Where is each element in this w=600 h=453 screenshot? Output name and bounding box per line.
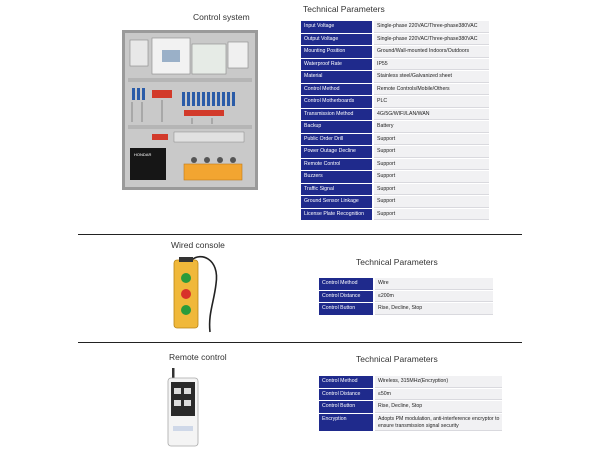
spec-value: Wireless, 315MHz(Encryption): [375, 376, 502, 388]
section-divider: [78, 342, 522, 343]
spec-row: [319, 389, 502, 401]
spec-value: Support: [374, 159, 489, 171]
spec-label: Control Distance: [319, 291, 375, 303]
spec-value: IP55: [374, 59, 489, 71]
spec-row: [319, 376, 502, 388]
spec-value: Support: [374, 184, 489, 196]
spec-value: PLC: [374, 96, 489, 108]
spec-row: [319, 414, 502, 431]
spec-label: Control Method: [319, 376, 375, 388]
spec-row: [301, 34, 489, 46]
remote-control-photo: [164, 366, 202, 448]
spec-value: 4G/5G/WIFI/LAN/WAN: [374, 109, 489, 121]
spec-row: [301, 146, 489, 158]
spec-label: Control Motherboards: [301, 96, 374, 108]
spec-row: [319, 303, 493, 315]
control-cabinet-photo: [122, 30, 258, 190]
spec-label: Control Button: [319, 303, 375, 315]
spec-value: Rise, Decline, Stop: [375, 401, 502, 413]
spec-value: Support: [374, 134, 489, 146]
spec-row: [301, 184, 489, 196]
spec-label: Control Distance: [319, 389, 375, 401]
spec-label: Traffic Signal: [301, 184, 374, 196]
spec-row: [301, 171, 489, 183]
spec-row: [319, 291, 493, 303]
spec-value: Ground/Wall-mounted Indoors/Outdoors: [374, 46, 489, 58]
spec-label: Backup: [301, 121, 374, 133]
spec-row: [301, 71, 489, 83]
spec-label: Mounting Position: [301, 46, 374, 58]
spec-value: Support: [374, 171, 489, 183]
spec-row: [301, 84, 489, 96]
wired-console-tp-title: Technical Parameters: [356, 257, 438, 267]
spec-value: Battery: [374, 121, 489, 133]
spec-value: Support: [374, 146, 489, 158]
spec-label: Output Voltage: [301, 34, 374, 46]
spec-label: Public Order Drill: [301, 134, 374, 146]
spec-row: [301, 109, 489, 121]
control-system-tp-title: Technical Parameters: [303, 4, 385, 14]
spec-value: Single-phase 220VAC/Three-phase380VAC: [374, 21, 489, 33]
spec-label: Control Method: [301, 84, 374, 96]
spec-label: Transmission Method: [301, 109, 374, 121]
spec-label: Power Outage Decline: [301, 146, 374, 158]
battery-brand-text: HONDAR: [134, 152, 152, 157]
spec-row: [319, 401, 502, 413]
spec-value: Rise, Decline, Stop: [375, 303, 493, 315]
spec-value: Single-phase 220VAC/Three-phase380VAC: [374, 34, 489, 46]
spec-row: [301, 59, 489, 71]
remote-control-title: Remote control: [169, 352, 227, 362]
spec-label: Waterproof Rate: [301, 59, 374, 71]
spec-value: Support: [374, 196, 489, 208]
spec-row: [301, 209, 489, 221]
section-divider: [78, 234, 522, 235]
spec-value: Remote Controls/Mobile/Others: [374, 84, 489, 96]
spec-label: Control Button: [319, 401, 375, 413]
spec-row: [301, 196, 489, 208]
spec-label: License Plate Recognition: [301, 209, 374, 221]
control-system-spec-table: [301, 20, 489, 221]
spec-label: Control Method: [319, 278, 375, 290]
spec-label: Ground Sensor Linkage: [301, 196, 374, 208]
spec-row: [301, 159, 489, 171]
spec-value: ≤200m: [375, 291, 493, 303]
spec-label: Remote Control: [301, 159, 374, 171]
spec-row: [301, 134, 489, 146]
spec-value: ≤50m: [375, 389, 502, 401]
wired-console-title: Wired console: [171, 240, 225, 250]
wired-console-photo: [170, 254, 226, 334]
spec-row: [301, 96, 489, 108]
spec-value: Adopts PM modulation, anti-interference encryptor to ensure transmission signal security: [375, 414, 502, 431]
spec-value: Stainless steel/Galvanized sheet: [374, 71, 489, 83]
spec-label: Input Voltage: [301, 21, 374, 33]
spec-row: [301, 46, 489, 58]
wired-console-spec-table: [319, 277, 493, 316]
spec-value: Support: [374, 209, 489, 221]
spec-label: Buzzers: [301, 171, 374, 183]
spec-row: [319, 278, 493, 290]
spec-row: [301, 121, 489, 133]
spec-label: Encryption: [319, 414, 375, 431]
remote-control-tp-title: Technical Parameters: [356, 354, 438, 364]
spec-label: Material: [301, 71, 374, 83]
spec-row: [301, 21, 489, 33]
spec-value: Wire: [375, 278, 493, 290]
remote-control-spec-table: [319, 375, 502, 432]
control-system-title: Control system: [193, 12, 250, 22]
